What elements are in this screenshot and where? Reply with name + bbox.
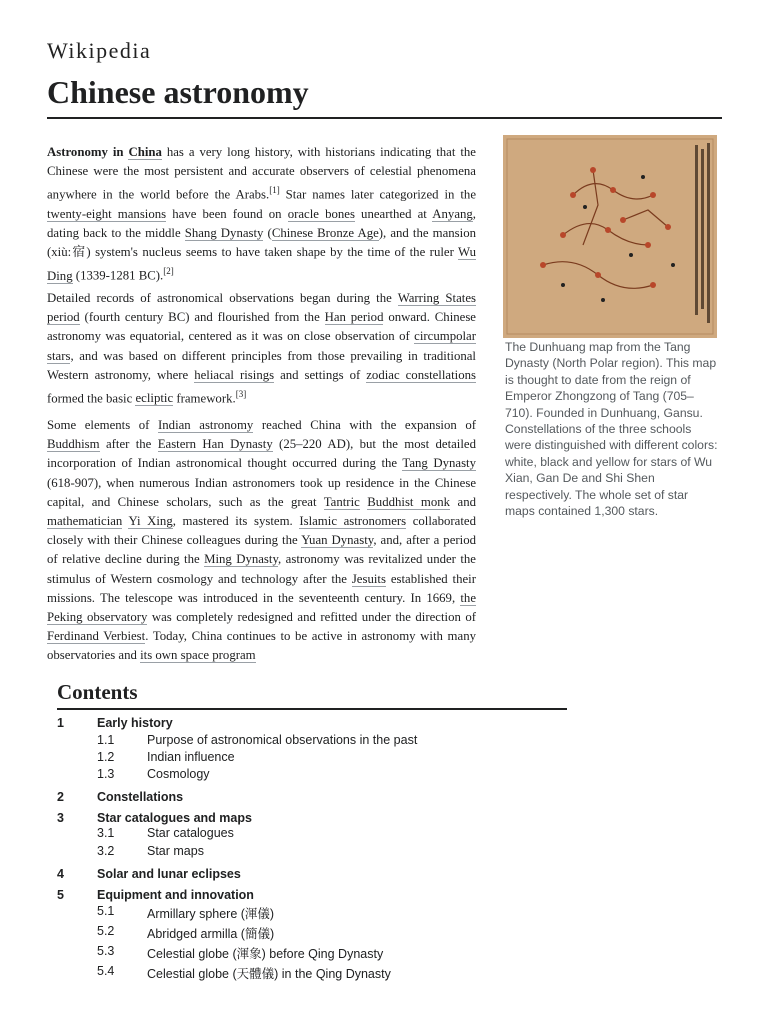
toc-number: 4	[57, 867, 64, 881]
inline-link[interactable]: Warring States period	[47, 291, 476, 325]
inline-link[interactable]: Shang Dynasty	[184, 226, 264, 241]
text-run: Detailed records of astronomical observations began during the	[47, 291, 398, 305]
inline-link[interactable]: Ferdinand Verbiest	[47, 629, 146, 644]
text-run: and settings of	[274, 367, 367, 382]
toc-label[interactable]: Star catalogues and maps	[97, 811, 252, 825]
toc-label[interactable]: Celestial globe (天體儀) in the Qing Dynasty	[147, 967, 391, 981]
inline-link[interactable]: China	[128, 145, 162, 159]
citation-ref[interactable]: [2]	[163, 266, 174, 277]
inline-link[interactable]: Yi Xing	[128, 514, 173, 529]
toc-number: 5.1	[97, 904, 115, 918]
inline-link[interactable]: oracle bones	[287, 206, 355, 221]
inline-link[interactable]: the Peking observatory	[47, 590, 476, 625]
inline-link[interactable]: Jesuits	[351, 571, 386, 586]
toc-label[interactable]: Celestial globe (渾象) before Qing Dynasty	[147, 947, 384, 961]
inline-link[interactable]: Eastern Han Dynasty	[157, 437, 273, 452]
citation-ref[interactable]: [1]	[269, 185, 280, 196]
text-run: has a very long history, with historians indicating that the Chinese were the most persistent and accurate observers of celestial phenomena anywhere in the world before the Arabs.	[47, 145, 476, 202]
citation-ref[interactable]: [3]	[235, 389, 247, 400]
toc-label[interactable]: Solar and lunar eclipses	[97, 867, 241, 881]
text-run: (fourth century BC) and flourished from the	[79, 310, 325, 325]
inline-link[interactable]: circumpolar stars	[47, 329, 476, 363]
inline-link[interactable]: zodiac constellations	[366, 367, 476, 382]
toc-number: 2	[57, 790, 64, 804]
text-run: , and, after a period of relative decline during the	[47, 533, 477, 567]
inline-link[interactable]: Islamic astronomers	[299, 514, 407, 529]
text-run: unearthed at	[354, 206, 433, 221]
toc-label[interactable]: Purpose of astronomical observations in the past	[147, 733, 418, 747]
text-run: formed the basic	[47, 391, 136, 406]
toc-label[interactable]: Abridged armilla (簡儀)	[147, 927, 275, 941]
text-run: Astronomy in	[47, 145, 129, 159]
toc-number: 1.2	[97, 750, 115, 764]
inline-link[interactable]: mathematician	[47, 514, 123, 529]
toc-label[interactable]: Armillary sphere (渾儀)	[147, 907, 275, 921]
text-run: ), and the mansion (xiù:宿) system's nucleus seems to have taken shape by the time of the ruler	[47, 226, 476, 260]
intro-paragraph-1	[47, 143, 476, 286]
toc-number: 1.3	[97, 767, 115, 781]
text-run: (1339-1281 BC).	[72, 268, 164, 283]
text-run: , mastered its system.	[172, 514, 300, 529]
toc-label[interactable]: Cosmology	[147, 767, 210, 781]
star-map-drawing	[503, 135, 717, 338]
text-run: was completely redesigned and refitted under the direction of	[147, 610, 476, 625]
text-run: , dating back to the middle	[47, 206, 476, 241]
inline-link[interactable]: Buddhist monk	[367, 494, 451, 509]
inline-link[interactable]: heliacal risings	[194, 367, 275, 382]
toc-label[interactable]: Indian influence	[147, 750, 235, 764]
toc-number: 5.3	[97, 944, 115, 958]
text-run: (618-907), when numerous Indian astronomers took up residence in the Chinese capital, and Chinese scholars, such as the great	[47, 475, 476, 509]
toc-number: 3.1	[97, 826, 115, 840]
infobox-caption: The Dunhuang map from the Tang Dynasty (North Polar region). This map is thought to date from the reign of Emperor Zhongzong of Tang (705–710). Founded in Dunhuang, Gansu. Constellations of the three schools were distinguished with different colors: white, black and yellow for stars of Wu Xian, Gan De and Shi Shen respectively. The whole set of star maps contained 1,300 stars.	[505, 340, 718, 519]
text-run: Star names later categorized in the	[279, 187, 476, 202]
inline-link[interactable]: Tantric	[323, 494, 360, 509]
text-run: . Today, China continues to be active in astronomy with many observatories and	[47, 629, 476, 663]
toc-label[interactable]: Star maps	[147, 844, 204, 858]
toc-number: 1.1	[97, 733, 115, 747]
text-run: framework.	[173, 391, 236, 406]
contents-heading: Contents	[57, 680, 138, 704]
text-run: onward. Chinese astronomy was equatorial, centered as it was on close observation of	[47, 310, 476, 344]
text-run: and	[450, 494, 476, 509]
dunhuang-star-map-image[interactable]	[503, 135, 717, 338]
inline-link[interactable]: ecliptic	[135, 391, 174, 406]
toc-label[interactable]: Star catalogues	[147, 826, 234, 840]
toc-number: 3	[57, 811, 64, 825]
text-run: collaborated closely with their Chinese colleagues during the	[47, 514, 476, 548]
inline-link[interactable]: Anyang	[432, 206, 473, 221]
text-run: Some elements of	[47, 418, 159, 432]
toc-number: 3.2	[97, 844, 115, 858]
inline-link[interactable]: Chinese Bronze Age	[271, 226, 379, 241]
inline-link[interactable]: Indian astronomy	[158, 418, 254, 432]
text-run: (	[263, 226, 272, 241]
inline-link[interactable]: Ming Dynasty	[204, 552, 279, 567]
text-run: reached China with the expansion of	[253, 418, 477, 432]
inline-link[interactable]: Buddhism	[47, 437, 100, 452]
toc-label[interactable]: Constellations	[97, 790, 184, 804]
inline-link[interactable]: its own space program	[140, 648, 256, 663]
intro-paragraph-2	[47, 289, 476, 408]
toc-label[interactable]: Equipment and innovation	[97, 888, 254, 902]
page-title: Chinese astronomy	[47, 74, 309, 110]
intro-paragraph-3	[47, 416, 476, 666]
title-divider	[47, 117, 722, 119]
inline-link[interactable]: Wu Ding	[47, 245, 476, 283]
text-run: (25–220 AD), but the most detailed incorporation of Indian astronomical thought occurred during the	[47, 437, 476, 471]
toc-number: 5.2	[97, 924, 115, 938]
wikipedia-wordmark[interactable]: Wikipedia	[47, 38, 152, 63]
text-run: established their missions. The telescope was introduced in the seventeenth century. In 1669,	[47, 571, 476, 605]
inline-link[interactable]: Han period	[324, 310, 384, 325]
inline-link[interactable]: Tang Dynasty	[402, 456, 476, 471]
toc-number: 5.4	[97, 964, 115, 978]
text-run: , and was based on different principles from those prevailing in traditional Western astronomy, where	[47, 348, 476, 382]
toc-label[interactable]: Early history	[97, 716, 173, 730]
toc-number: 1	[57, 716, 64, 730]
text-run: after the	[99, 437, 158, 452]
text-run: , astronomy was revitalized under the stimulus of Western cosmology and technology after the	[47, 552, 476, 586]
contents-divider	[57, 708, 567, 710]
toc-number: 5	[57, 888, 64, 902]
text-run: have been found on	[166, 206, 288, 221]
inline-link[interactable]: twenty-eight mansions	[47, 206, 167, 221]
inline-link[interactable]: Yuan Dynasty	[301, 533, 374, 548]
